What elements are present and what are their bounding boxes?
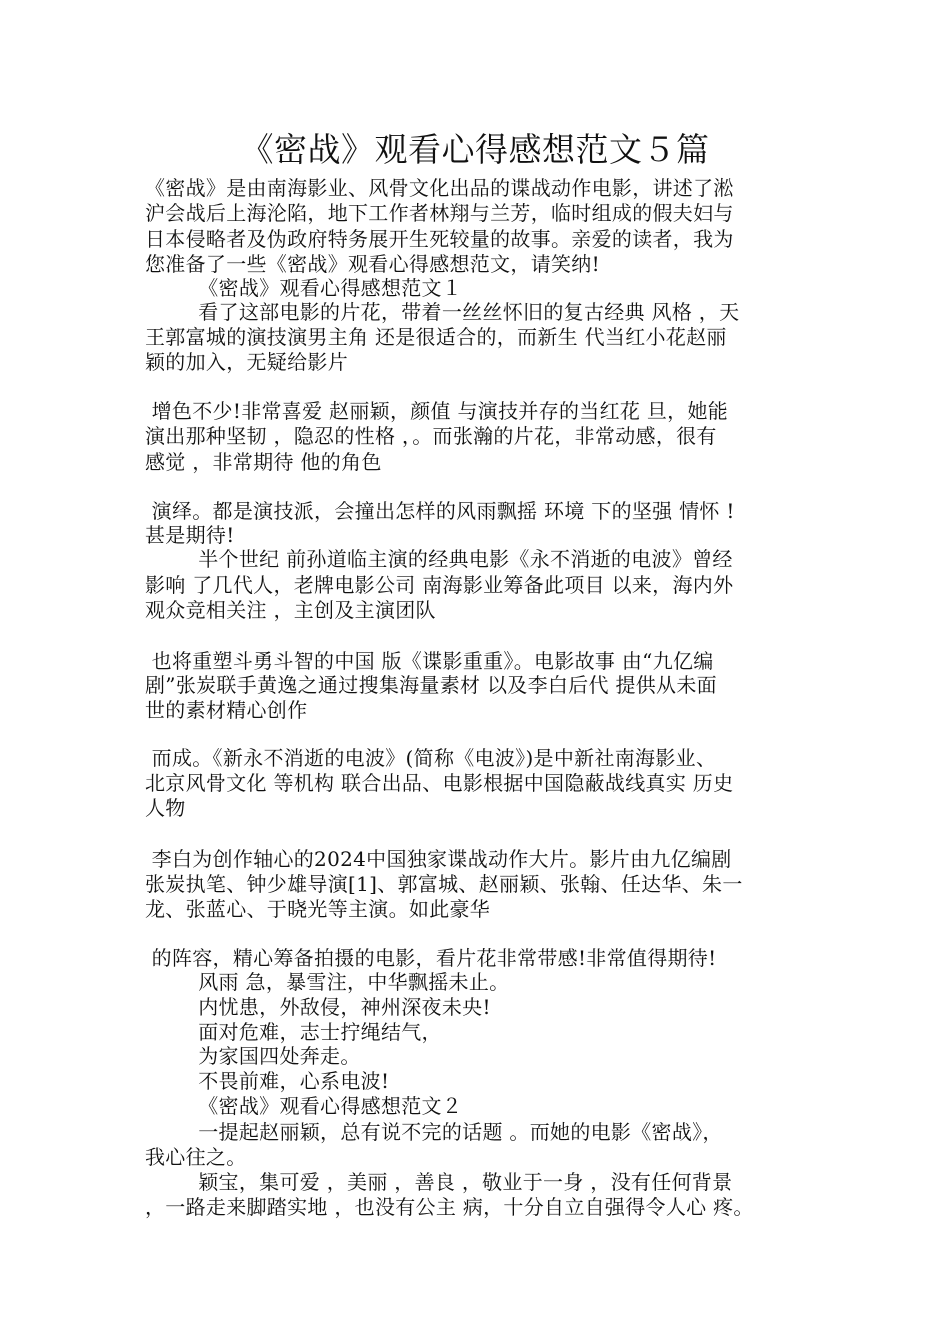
paragraph-line: 影响 了几代人，老牌电影公司 南海影业筹备此项目 以来，海内外 [145, 573, 734, 597]
paragraph-line: 日本侵略者及伪政府特务展开生死较量的故事。亲爱的读者，我为 [145, 227, 734, 251]
section-heading: 《密战》观看心得感想范文１ [145, 276, 463, 300]
paragraph-line: 人物 [145, 796, 186, 820]
paragraph-line: 演绎。都是演技派，会撞出怎样的风雨飘摇 环境 下的坚强 情怀 ! [145, 499, 735, 523]
paragraph-line: 张炭执笔、钟少雄导演[1]、郭富城、赵丽颖、张翰、任达华、朱一 [145, 872, 743, 896]
paragraph-line: 李白为创作轴心的2024中国独家谍战动作大片。影片由九亿编剧 [145, 847, 732, 871]
paragraph-line: 甚是期待! [145, 523, 235, 547]
paragraph-line: 一提起赵丽颖，总有说不完的话题 。而她的电影《密战》， [145, 1120, 723, 1144]
paragraph-line: 观众竞相关注 ，主创及主演团队 [145, 598, 436, 622]
paragraph-line: 的阵容，精心筹备拍摄的电影，看片花非常带感!非常值得期待! [145, 946, 717, 970]
paragraph-line: ，一路走来脚踏实地 ，也没有公主 病，十分自立自强得令人心 疼。 [145, 1195, 754, 1219]
poem-line: 为家国四处奔走。 [145, 1044, 361, 1068]
paragraph-line: 我心往之。 [145, 1145, 247, 1169]
paragraph-line: 演出那种坚韧 ，隐忍的性格 ，。而张瀚的片花，非常动感，很有 [145, 424, 717, 448]
paragraph-line: 王郭富城的演技演男主角 还是很适合的，而新生 代当红小花赵丽 [145, 325, 727, 349]
document-title: 《密战》观看心得感想范文５篇 [240, 130, 710, 169]
paragraph-line: 龙、张蓝心、于晓光等主演。如此豪华 [145, 897, 491, 921]
poem-line: 面对危难，志士拧绳结气， [145, 1020, 442, 1044]
paragraph-line: 您准备了一些《密战》观看心得感想范文，请笑纳! [145, 252, 600, 276]
paragraph-line: 而成。《新永不消逝的电波》(简称《电波》)是中新社南海影业、 [145, 746, 717, 770]
paragraph-line: 看了这部电影的片花，带着一丝丝怀旧的复古经典 风格 ，天 [145, 300, 740, 324]
paragraph-line: 《密战》是由南海影业、风骨文化出品的谍战动作电影，讲述了淞 [145, 176, 734, 200]
section-heading: 《密战》观看心得感想范文２ [145, 1094, 463, 1118]
paragraph-line: 增色不少!非常喜爱 赵丽颖，颜值 与演技并存的当红花 旦，她能 [145, 399, 729, 423]
poem-line: 风雨 急，暴雪注，中华飘摇未止。 [145, 970, 510, 994]
paragraph-line: 半个世纪 前孙道临主演的经典电影《永不消逝的电波》曾经 [145, 547, 733, 571]
paragraph-line: 感觉 ，非常期待 他的角色 [145, 450, 382, 474]
poem-line: 不畏前难，心系电波! [145, 1069, 390, 1093]
paragraph-line: 沪会战后上海沦陷，地下工作者林翔与兰芳，临时组成的假夫妇与 [145, 201, 734, 225]
paragraph-line: 颖宝，集可爱 ，美丽 ，善良 ，敬业于一身 ，没有任何背景 [145, 1170, 733, 1194]
paragraph-line: 也将重塑斗勇斗智的中国 版《谍影重重》。电影故事 由“九亿编 [145, 649, 714, 673]
paragraph-line: 北京风骨文化 等机构 联合出品、电影根据中国隐蔽战线真实 历史 [145, 771, 734, 795]
paragraph-line: 世的素材精心创作 [145, 698, 308, 722]
poem-line: 内忧患，外敌侵，神州深夜未央! [145, 995, 491, 1019]
paragraph-line: 颖的加入，无疑给影片 [145, 350, 348, 374]
paragraph-line: 剧”张炭联手黄逸之通过搜集海量素材 以及李白后代 提供从未面 [145, 673, 717, 697]
